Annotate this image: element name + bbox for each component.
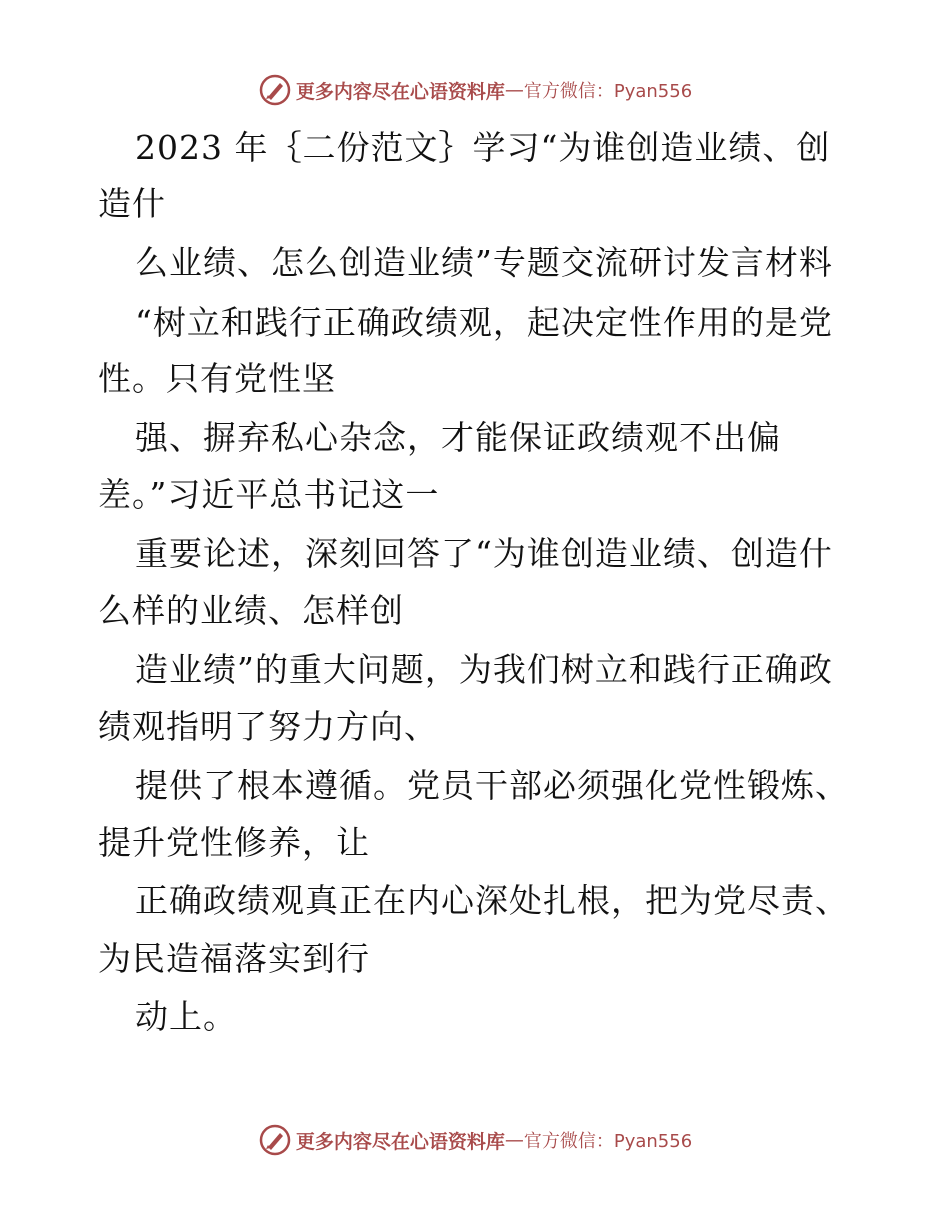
paragraph-line: “树立和践行正确政绩观，起决定性作用的是党 bbox=[135, 303, 833, 342]
footer-brand-text: 更多内容尽在心语资料库 bbox=[295, 1130, 505, 1153]
paragraph-line: 强、摒弃私心杂念，才能保证政绩观不出偏 bbox=[135, 418, 781, 457]
footer-wechat-text: 官方微信：Pyan556 bbox=[523, 1131, 693, 1152]
paragraph-line: 正确政绩观真正在内心深处扎根，把为党尽责、 bbox=[135, 881, 849, 920]
document-title-line-3: 么业绩、怎么创造业绩”专题交流研讨发言材料 bbox=[135, 243, 833, 282]
paragraph-line: 动上。 bbox=[135, 997, 237, 1036]
footer-separator: — bbox=[504, 1129, 524, 1151]
paragraph-line: 差。”习近平总书记这一 bbox=[98, 475, 440, 514]
paragraph-line: 提升党性修养，让 bbox=[98, 823, 370, 862]
header-wechat-text: 官方微信：Pyan556 bbox=[523, 81, 693, 102]
footer-banner bbox=[0, 1120, 950, 1160]
header-brand-text: 更多内容尽在心语资料库 bbox=[295, 80, 505, 103]
header-separator: — bbox=[504, 79, 524, 101]
brand-logo-icon bbox=[258, 1123, 292, 1157]
paragraph-line: 么样的业绩、怎样创 bbox=[98, 591, 404, 630]
paragraph-line: 性。只有党性坚 bbox=[98, 359, 336, 398]
paragraph-line: 提供了根本遵循。党员干部必须强化党性锻炼、 bbox=[135, 766, 849, 805]
document-title-line-2: 造什 bbox=[98, 184, 166, 223]
paragraph-line: 绩观指明了努力方向、 bbox=[98, 707, 438, 746]
document-title-line-1: 2023 年｛二份范文｝学习“为谁创造业绩、创 bbox=[135, 128, 831, 167]
paragraph-line: 为民造福落实到行 bbox=[98, 939, 370, 978]
paragraph-line: 重要论述，深刻回答了“为谁创造业绩、创造什 bbox=[135, 534, 833, 573]
paragraph-line: 造业绩”的重大问题，为我们树立和践行正确政 bbox=[135, 650, 833, 689]
